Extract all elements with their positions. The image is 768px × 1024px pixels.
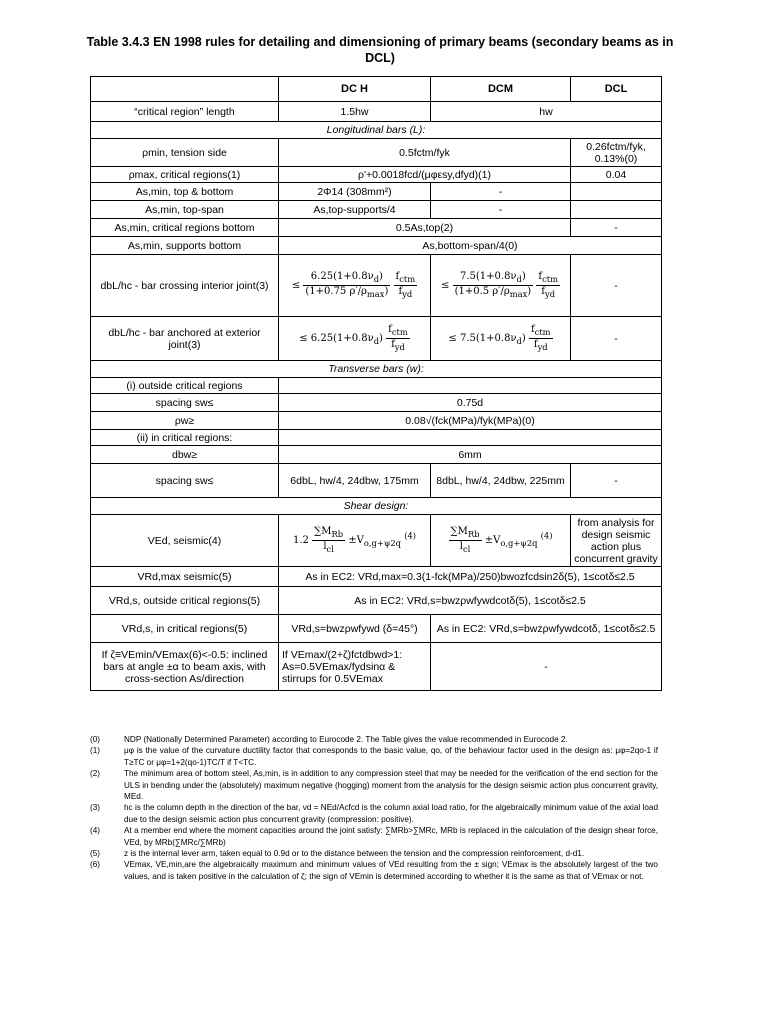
formula-dcm-interior: ≤ $\frac{7.5(1+0.8\nu_d)}{(1+0.5 \rho'/\rho_{max})}$ $\frac{f_{ctm}}{f_{yd}}$: [431, 255, 571, 317]
footnote-key: (6): [90, 860, 101, 870]
cell-dcl: 0.26fctm/fyk, 0.13%(0): [571, 139, 662, 167]
row-label: VRd,s, outside critical regions(5): [91, 587, 279, 615]
table-row: [91, 587, 662, 615]
table-row: [91, 412, 662, 430]
footnote: [90, 802, 658, 825]
table-row: [91, 167, 662, 183]
footnote-text: μφ is the value of the curvature ductility factor that corresponds to the basic value, qo, of the behaviour factor used in the design as: μφ=2qo-1 if T≥TC or μφ=1+2(qo-1)TC/T if T<TC.: [124, 746, 658, 767]
row-label: If ζ≡VEmin/VEmax(6)<-0.5: inclined bars at angle ±α to beam axis, with cross-section As/direction: [91, 643, 279, 691]
footnote-text: NDP (Nationally Determined Parameter) according to Eurocode 2. The Table gives the value recommended in Eurocode 2.: [124, 735, 568, 744]
row-label: spacing sw≤: [91, 464, 279, 498]
row-label: dbL/hc - bar anchored at exterior joint(3): [91, 317, 279, 361]
header-empty: [91, 77, 279, 102]
header-row: [91, 77, 662, 102]
cell-dch: If VEmax/(2+ζ)fctdbwd>1: As=0.5VEmax/fydsinα & stirrups for 0.5VEmax: [279, 643, 431, 691]
table-row: [91, 430, 662, 446]
footnote-key: (5): [90, 849, 101, 859]
table-row: [91, 139, 662, 167]
row-label: ρmax, critical regions(1): [91, 167, 279, 183]
cell-all: 0.08√(fck(MPa)/fyk(MPa)(0): [279, 412, 662, 430]
table-row: [91, 567, 662, 587]
cell-empty: [279, 378, 662, 394]
cell-dcl: -: [571, 255, 662, 317]
footnote: [90, 745, 658, 768]
table-row: [91, 378, 662, 394]
formula-ved-dch: 1.2 $\frac{\sum M_{Rb}}{l_{cl}}$ $\pm V_{o,g+\psi 2q}$ $^{(4)}$: [279, 515, 431, 567]
cell-dch-dcm: 0.5fctm/fyk: [279, 139, 571, 167]
footnote-text: hc is the column depth in the direction of the bar, νd = NEd/Acfcd is the column axial load ratio, for the algebraically minimum value of the axial load due to the design seismic action plus concurrent gravity (compression: positive).: [124, 803, 658, 824]
row-label: spacing sw≤: [91, 394, 279, 412]
row-label: VRd,max seismic(5): [91, 567, 279, 587]
cell-dcl: [571, 183, 662, 201]
row-label: As,min, top & bottom: [91, 183, 279, 201]
footnote-key: (0): [90, 735, 101, 744]
footnote-text: VEmax, VE,min,are the algebraically maximum and minimum values of VEd resulting from the ± sign; VEmax is the absolutely largest of the two values, and is taken positive in the calculation of ζ; the sign of VEmin is determined according to whether it is the same as that of VEmax or not.: [124, 860, 658, 881]
row-label: (ii) in critical regions:: [91, 430, 279, 446]
header-dcm: DCM: [431, 77, 571, 102]
formula-dch-exterior: ≤ $6.25(1+0.8\nu_d)$ $\frac{f_{ctm}}{f_{yd}}$: [279, 317, 431, 361]
footnote-key: (4): [90, 826, 101, 836]
table-row: [91, 615, 662, 643]
row-label: As,min, critical regions bottom: [91, 219, 279, 237]
table-row: [91, 317, 662, 361]
cell-all: As,bottom-span/4(0): [279, 237, 662, 255]
cell-dcm-dcl: hw: [431, 102, 662, 122]
formula-dch-interior: ≤ $\frac{6.25(1+0.8\nu_d)}{(1+0.75 \rho'/\rho_{max})}$ $\frac{f_{ctm}}{f_{yd}}$: [279, 255, 431, 317]
cell-dcl: -: [571, 219, 662, 237]
footnote-text: At a member end where the moment capacities around the joint satisfy: ∑MRb>∑MRc, MRb is replaced in the calculation of the design shear force, VEd, by MRb(∑MRc/∑MRb): [124, 826, 658, 847]
section-shear: Shear design:: [91, 498, 662, 515]
cell-dch: VRd,s=bwzρwfywd (δ=45°): [279, 615, 431, 643]
table-row: [91, 394, 662, 412]
cell-dcm-dcl: -: [431, 643, 662, 691]
formula-ved-dcm: $\frac{\sum M_{Rb}}{l_{cl}}$ $\pm V_{o,g+\psi 2q}$ $^{(4)}$: [431, 515, 571, 567]
cell-dch: 2Φ14 (308mm²): [279, 183, 431, 201]
footnote: [90, 734, 658, 745]
section-row: [91, 498, 662, 515]
footnote: [90, 825, 658, 848]
row-label: As,min, supports bottom: [91, 237, 279, 255]
cell-dcl: -: [571, 464, 662, 498]
footnote-key: (1): [90, 746, 101, 756]
cell-dcl: 0.04: [571, 167, 662, 183]
footnote: [90, 848, 658, 859]
cell-dcl: [571, 201, 662, 219]
footnotes: [90, 734, 658, 882]
table-title: Table 3.4.3 EN 1998 rules for detailing and dimensioning of primary beams (secondary beams as in DCL): [86, 35, 674, 65]
cell-all: 6mm: [279, 446, 662, 464]
table-row: [91, 219, 662, 237]
cell-all: As in EC2: VRd,max=0.3(1-fck(MPa)/250)bwozfcdsin2δ(5), 1≤cotδ≤2.5: [279, 567, 662, 587]
section-transverse: Transverse bars (w):: [91, 361, 662, 378]
cell-dch: As,top-supports/4: [279, 201, 431, 219]
row-label: As,min, top-span: [91, 201, 279, 219]
cell-dcl: from analysis for design seismic action plus concurrent gravity: [571, 515, 662, 567]
footnote-key: (3): [90, 803, 101, 813]
row-label: VEd, seismic(4): [91, 515, 279, 567]
table-row: [91, 464, 662, 498]
section-longitudinal: Longitudinal bars (L):: [91, 122, 662, 139]
cell-dcl: -: [571, 317, 662, 361]
table-row: [91, 183, 662, 201]
cell-all: As in EC2: VRd,s=bwzρwfywdcotδ(5), 1≤cotδ≤2.5: [279, 587, 662, 615]
header-dcl: DCL: [571, 77, 662, 102]
row-label: (i) outside critical regions: [91, 378, 279, 394]
section-row: [91, 122, 662, 139]
row-label: ρw≥: [91, 412, 279, 430]
cell-dch-dcm: ρ'+0.0018fcd/(μφεsy,dfyd)(1): [279, 167, 571, 183]
row-label: “critical region” length: [91, 102, 279, 122]
cell-all: 0.75d: [279, 394, 662, 412]
table-row: [91, 237, 662, 255]
table-row: [91, 446, 662, 464]
header-dch: DC H: [279, 77, 431, 102]
section-row: [91, 361, 662, 378]
cell-dcm-dcl: As in EC2: VRd,s=bwzρwfywdcotδ, 1≤cotδ≤2.5: [431, 615, 662, 643]
table-row: [91, 515, 662, 567]
cell-empty: [279, 430, 662, 446]
footnote-text: z is the internal lever arm, taken equal to 0.9d or to the distance between the tension and the compression reinforcement, d-d1.: [124, 849, 585, 859]
footnote: [90, 859, 658, 882]
table-row: [91, 201, 662, 219]
row-label: ρmin, tension side: [91, 139, 279, 167]
cell-dch: 1.5hw: [279, 102, 431, 122]
cell-dcm: -: [431, 183, 571, 201]
formula-dcm-exterior: ≤ $7.5(1+0.8\nu_d)$ $\frac{f_{ctm}}{f_{yd}}$: [431, 317, 571, 361]
beam-rules-table: [90, 76, 662, 691]
cell-dch: 6dbL, hw/4, 24dbw, 175mm: [279, 464, 431, 498]
table-row: [91, 102, 662, 122]
cell-dcm: -: [431, 201, 571, 219]
footnote-text: The minimum area of bottom steel, As,min, is in addition to any compression steel that may be needed for the verification of the end section for the ULS in bending under the (absolutely) maximum negative (hogging) moment from the analysis for the design seismic action plus concurrent gravity, MEd.: [124, 769, 658, 802]
cell-dch-dcm: 0.5As,top(2): [279, 219, 571, 237]
footnote-key: (2): [90, 769, 101, 779]
cell-dcm: 8dbL, hw/4, 24dbw, 225mm: [431, 464, 571, 498]
table-row: [91, 643, 662, 691]
footnote: [90, 768, 658, 802]
table-row: [91, 255, 662, 317]
row-label: dbL/hc - bar crossing interior joint(3): [91, 255, 279, 317]
row-label: dbw≥: [91, 446, 279, 464]
row-label: VRd,s, in critical regions(5): [91, 615, 279, 643]
